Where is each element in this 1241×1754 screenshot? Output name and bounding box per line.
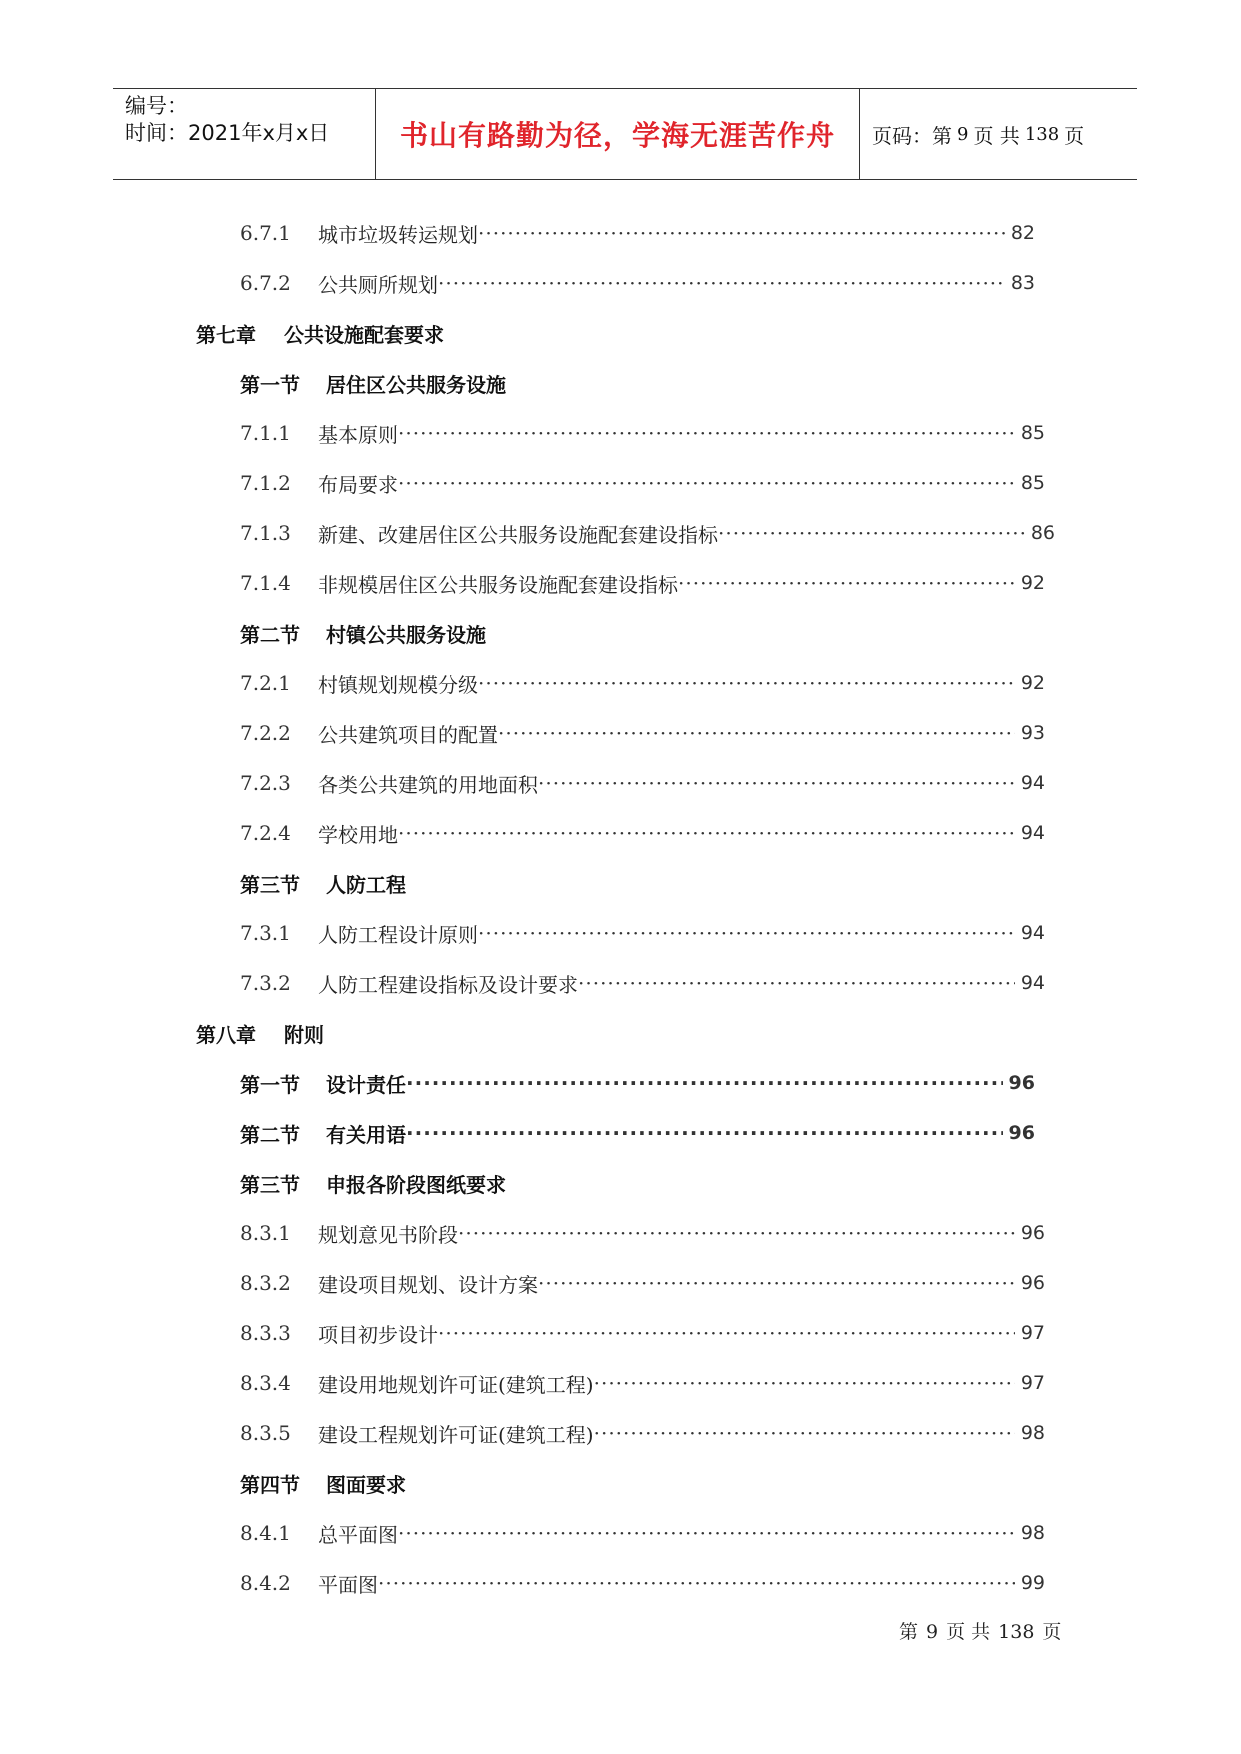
toc-entry-number: 7.1.1 [240,421,291,445]
toc-leader-dots [478,921,1015,945]
toc-entry[interactable] [240,218,1035,248]
toc-entry-title: 各类公共建筑的用地面积 [318,772,538,797]
toc-entry-title: 公共建筑项目的配置 [318,722,498,747]
toc-entry-number: 7.1.2 [240,471,291,495]
toc-entry-page: 85 [1020,422,1045,444]
toc-chapter-label: 第七章 [196,322,256,347]
toc-chapter[interactable] [196,1018,696,1048]
toc-entry[interactable] [240,418,1045,448]
serial-label: 编号： [125,94,188,118]
toc-entry-number: 8.3.1 [240,1221,291,1245]
toc-entry-title: 建设工程规划许可证(建筑工程) [318,1422,594,1447]
toc-entry-title: 学校用地 [318,822,398,847]
toc-section-title: 居住区公共服务设施 [326,372,506,397]
toc-entry[interactable] [240,1218,1045,1248]
page-footer [895,1617,1065,1644]
toc-entry-page: 83 [1010,272,1035,294]
toc-section[interactable] [240,868,740,898]
toc-entry[interactable] [240,468,1045,498]
toc-leader-dots [594,1371,1015,1395]
footer-mid: 页 共 [946,1621,991,1643]
toc-section-label: 第二节 [240,1122,300,1147]
toc-section[interactable] [240,1068,1035,1098]
toc-entry[interactable] [240,268,1035,298]
toc-section-label: 第三节 [240,1172,300,1197]
toc-leader-dots [498,721,1015,745]
toc-entry-page: 94 [1020,972,1045,994]
header-page-num: 9 [957,123,969,145]
toc-entry-title: 规划意见书阶段 [318,1222,458,1247]
toc-entry[interactable] [240,718,1045,748]
toc-entry[interactable] [240,1568,1045,1598]
toc-leader-dots [458,1221,1015,1245]
toc-entry[interactable] [240,918,1045,948]
toc-entry-title: 人防工程设计原则 [318,922,478,947]
toc-entry-title: 平面图 [318,1572,378,1597]
toc-entry-number: 7.3.2 [240,971,291,995]
toc-entry-page: 96 [1020,1272,1045,1294]
toc-leader-dots [406,1071,1003,1095]
toc-entry-title: 城市垃圾转运规划 [318,222,478,247]
toc-chapter-title: 公共设施配套要求 [284,322,444,347]
toc-section-title: 村镇公共服务设施 [326,622,486,647]
toc-entry-title: 建设用地规划许可证(建筑工程) [318,1372,594,1397]
toc-section-label: 第四节 [240,1472,300,1497]
toc-entry[interactable] [240,518,1055,548]
toc-entry-page: 97 [1020,1322,1045,1344]
toc-entry-number: 7.3.1 [240,921,291,945]
toc-section[interactable] [240,368,740,398]
header-page-mid: 页 共 [973,123,1020,148]
toc-entry-number: 6.7.2 [240,271,291,295]
toc-entry-page: 99 [1020,1572,1045,1594]
toc-entry-number: 8.3.3 [240,1321,291,1345]
toc-entry-number: 7.1.3 [240,521,291,545]
toc-entry-number: 7.1.4 [240,571,291,595]
toc-entry-title: 公共厕所规划 [318,272,438,297]
toc-entry-title: 建设项目规划、设计方案 [318,1272,538,1297]
toc-entry-title: 总平面图 [318,1522,398,1547]
toc-section-title: 申报各阶段图纸要求 [326,1172,506,1197]
toc-entry-page: 97 [1020,1372,1045,1394]
toc-entry[interactable] [240,1268,1045,1298]
toc-section-label: 第二节 [240,622,300,647]
footer-total: 138 [998,1621,1035,1643]
toc-entry-number: 8.3.4 [240,1371,291,1395]
toc-leader-dots [398,471,1015,495]
toc-entry[interactable] [240,768,1045,798]
toc-entry-page: 94 [1020,822,1045,844]
toc-entry-title: 非规模居住区公共服务设施配套建设指标 [318,572,678,597]
header-motto: 书山有路勤为径，学海无涯苦作舟 [375,89,860,179]
toc-leader-dots [478,221,1005,245]
toc-leader-dots [398,821,1015,845]
toc-entry-page: 94 [1020,922,1045,944]
toc-entry-title: 人防工程建设指标及设计要求 [318,972,578,997]
toc-entry-number: 6.7.1 [240,221,291,245]
toc-entry-title: 村镇规划规模分级 [318,672,478,697]
toc-entry-number: 8.3.2 [240,1271,291,1295]
toc-leader-dots [406,1121,1003,1145]
toc-entry-page: 92 [1020,572,1045,594]
toc-entry[interactable] [240,668,1045,698]
toc-section[interactable] [240,1118,1035,1148]
footer-page-num: 9 [926,1621,939,1643]
toc-entry-page: 98 [1020,1422,1045,1444]
toc-section[interactable] [240,1468,740,1498]
toc-entry-title: 新建、改建居住区公共服务设施配套建设指标 [318,522,718,547]
header-page-suffix: 页 [1064,123,1085,148]
toc-entry-number: 8.3.5 [240,1421,291,1445]
toc-entry-number: 7.2.2 [240,721,291,745]
toc-entry[interactable] [240,968,1045,998]
toc-entry-number: 7.2.3 [240,771,291,795]
toc-section[interactable] [240,618,740,648]
footer-suffix: 页 [1042,1621,1062,1643]
toc-leader-dots [718,521,1025,545]
toc-section-title: 人防工程 [326,872,406,897]
toc-entry-page: 96 [1008,1072,1035,1094]
toc-entry-page: 85 [1020,472,1045,494]
toc-entry-number: 7.2.1 [240,671,291,695]
toc-leader-dots [594,1421,1015,1445]
toc-section-label: 第一节 [240,1072,300,1097]
toc-entry-title: 布局要求 [318,472,398,497]
toc-leader-dots [478,671,1015,695]
footer-prefix: 第 [899,1621,919,1643]
toc-leader-dots [438,271,1005,295]
toc-leader-dots [378,1571,1015,1595]
toc-leader-dots [538,1271,1015,1295]
toc-entry[interactable] [240,1318,1045,1348]
toc-section-title: 设计责任 [326,1072,406,1097]
header-page-prefix: 页码：第 [872,123,952,148]
toc-leader-dots [438,1321,1015,1345]
time-label: 时间：2021年x月x日 [125,121,330,145]
toc-entry[interactable] [240,1418,1045,1448]
toc-leader-dots [578,971,1015,995]
toc-leader-dots [398,1521,1015,1545]
toc-chapter-title: 附则 [284,1022,324,1047]
toc-leader-dots [398,421,1015,445]
toc-entry-page: 96 [1020,1222,1045,1244]
toc-chapter[interactable] [196,318,696,348]
header-page-total: 138 [1024,123,1060,145]
toc-entry[interactable] [240,1368,1045,1398]
toc-entry-page: 86 [1030,522,1055,544]
toc-leader-dots [538,771,1015,795]
toc-entry-title: 基本原则 [318,422,398,447]
toc-entry-page: 94 [1020,772,1045,794]
toc-section-title: 有关用语 [326,1122,406,1147]
toc-entry[interactable] [240,818,1045,848]
toc-entry[interactable] [240,1518,1045,1548]
toc-entry-number: 8.4.1 [240,1521,291,1545]
toc-section-title: 图面要求 [326,1472,406,1497]
toc-entry-page: 92 [1020,672,1045,694]
toc-chapter-label: 第八章 [196,1022,256,1047]
toc-entry-page: 96 [1008,1122,1035,1144]
toc-section-label: 第三节 [240,872,300,897]
toc-entry[interactable] [240,568,1045,598]
toc-entry-title: 项目初步设计 [318,1322,438,1347]
toc-entry-page: 82 [1010,222,1035,244]
toc-entry-page: 93 [1020,722,1045,744]
toc-entry-page: 98 [1020,1522,1045,1544]
toc-section-label: 第一节 [240,372,300,397]
toc-leader-dots [678,571,1015,595]
toc-entry-number: 8.4.2 [240,1571,291,1595]
toc-entry-number: 7.2.4 [240,821,291,845]
toc-section[interactable] [240,1168,740,1198]
